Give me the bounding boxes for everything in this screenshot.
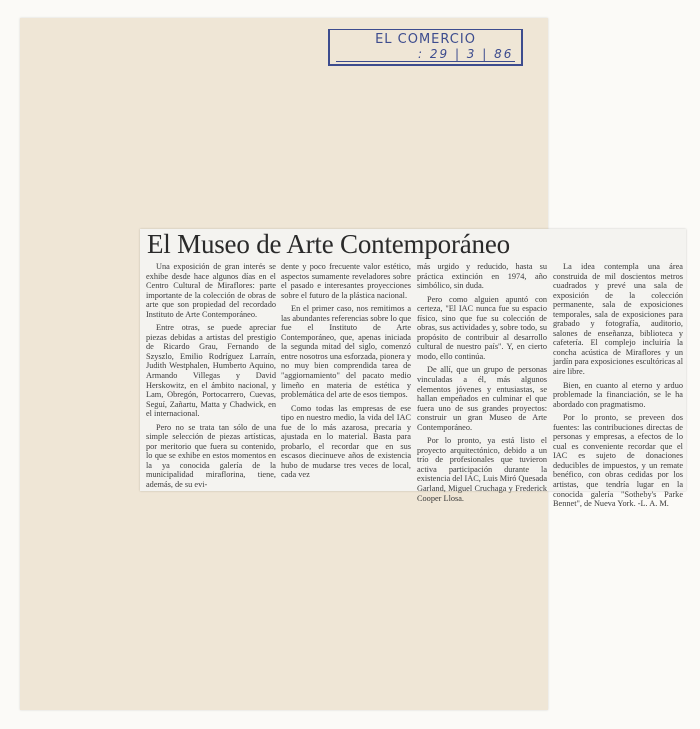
paragraph: En el primer caso, nos remitimos a las abundantes referencias sobre lo que fue el Instituto de Arte Contemporáneo, que, apenas iniciada la segunda mitad del siglo, comenzó entre nosotros una esforzada, pionera y no muy bien comprendida tarea de "aggiornamiento" del pacato medio limeño en materia de estética y problemática del arte de esos tiempos. bbox=[281, 304, 411, 400]
paragraph: más urgido y reducido, hasta su práctica extinción en 1974, año simbólico, sin duda. bbox=[417, 262, 547, 291]
paragraph: dente y poco frecuente valor estético, aspectos sumamente reveladores sobre el pasado e interesantes proyecciones sobre el futuro de la plástica nacional. bbox=[281, 262, 411, 300]
article-column-2 bbox=[281, 262, 411, 484]
stamp-newspaper-name: EL COMERCIO bbox=[375, 32, 476, 47]
article-column-3 bbox=[417, 262, 547, 507]
newspaper-stamp bbox=[328, 29, 523, 66]
paragraph: Por lo pronto, ya está listo el proyecto arquitectónico, debido a un trío de profesionales que tuvieron activa participación durante la existencia del IAC, Luis Miró Quesada Garland, Miguel Cruchaga y Frederick Cooper Llosa. bbox=[417, 436, 547, 503]
newspaper-clipping bbox=[140, 229, 686, 509]
paragraph: Pero no se trata tan sólo de una simple selección de piezas artísticas, por meritorio que fuera su contenido, lo que se exhibe en estos momentos en la ya conocida galería de la municipalidad miraflorina, tiene, además, de su evi- bbox=[146, 422, 276, 490]
paragraph: De allí, que un grupo de personas vinculadas a él, más algunos elementos jóvenes y entusiastas, se hallan empeñados en culminar el que fuera uno de sus grandes proyectos: construir un gran Museo de Arte Contemporáneo. bbox=[417, 365, 547, 432]
paragraph: La idea contempla una área construida de mil doscientos metros cuadrados y prevé una sala de exposición de la colección permanente, sala de exposiciones temporales, sala de exposiciones para grabado y fotografía, auditorio, salones de enseñanza, biblioteca y cafetería. El complejo incluiría la concha acústica de Miraflores y un jardín para exposiciones escultóricas al aire libre. bbox=[553, 262, 683, 377]
article-title: El Museo de Arte Contemporáneo bbox=[147, 229, 510, 259]
paragraph: Por lo pronto, se preveen dos fuentes: las contribuciones directas de personas y empresas, a efectos de lo cual es conveniente recordar que el IAC es sujeto de donaciones deducibles de impuestos, y un remate benéfico, con obras cedidas por los artistas, que tendría lugar en la conocida galería "Sotheby's Parke Bennet", de Nueva York. -L. A. M. bbox=[553, 413, 683, 509]
paragraph: Una exposición de gran interés se exhibe desde hace algunos días en el Centro Cultural de Miraflores: parte importante de la colección de obras de arte que son propiedad del recordado Instituto de Arte Contemporáneo. bbox=[146, 262, 276, 319]
article-column-1 bbox=[146, 262, 276, 494]
paragraph: Como todas las empresas de ese tipo en nuestro medio, la vida del IAC fue de lo más azarosa, precaria y ajustada en lo material. Basta para probarlo, el recordar que en sus escasos diecinueve años de existencia hubo de mudarse tres veces de local, cada vez bbox=[281, 403, 411, 480]
stamp-underline bbox=[336, 61, 515, 62]
paragraph: Bien, en cuanto al eterno y arduo problemade la financiación, se le ha abordado con pragmatismo. bbox=[553, 380, 683, 409]
paragraph: Entre otras, se puede apreciar piezas debidas a artistas del prestigio de Ricardo Grau, Fernando de Szyszlo, Emilio Rodríguez Larraín, Judith Westphalen, Humberto Aquino, Armando Villegas y David Herskowitz, en el ámbito nacional, y Lam, Obregón, Portocarrero, Cuevas, Seguí, Zañartu, Matta y Chadwick, en el internacional. bbox=[146, 323, 276, 419]
stamp-date: : 29 | 3 | 86 bbox=[418, 47, 514, 61]
article-column-4 bbox=[553, 262, 683, 513]
paragraph: Pero como alguien apuntó con certeza, "El IAC nunca fue su espacio físico, sino que fue su colección de obras, sus actividades y, sobre todo, su propósito de contribuir al desarrollo cultural de nuestro país". Y, en cierto modo, ello continúa. bbox=[417, 294, 547, 361]
